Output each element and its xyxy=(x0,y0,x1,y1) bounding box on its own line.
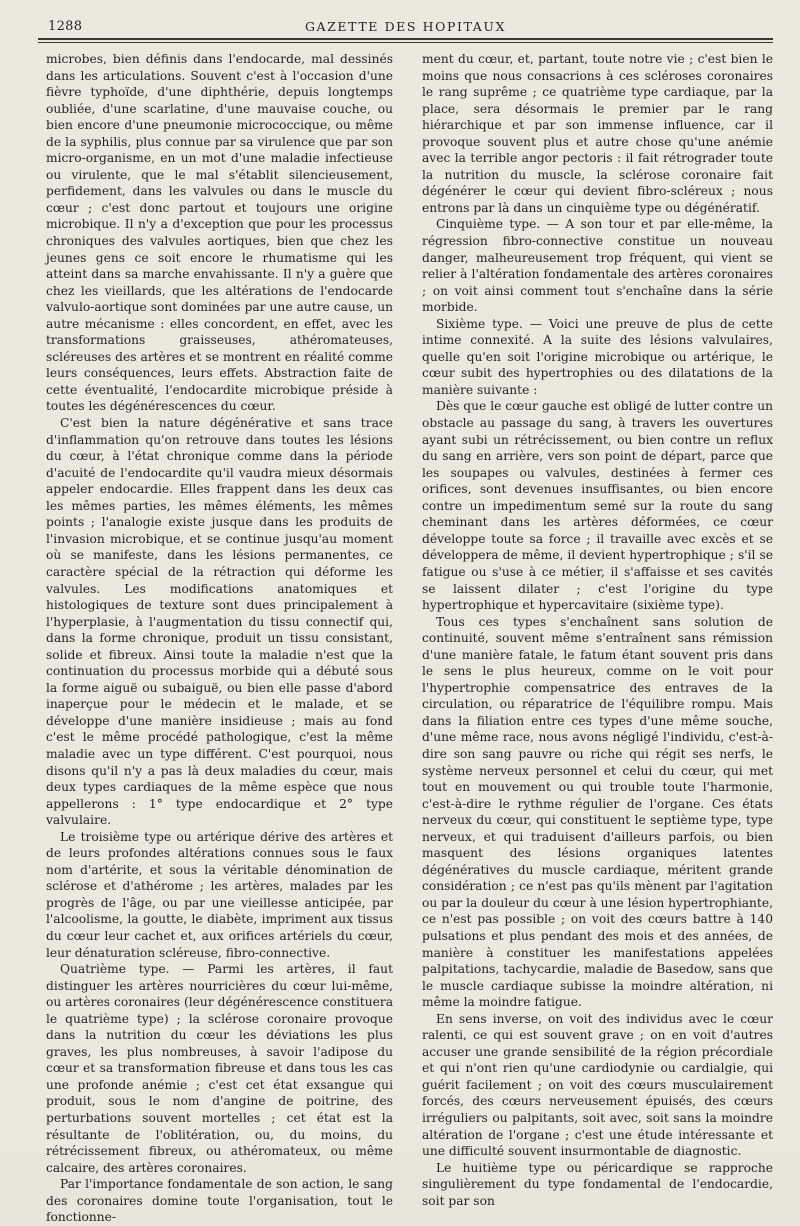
page-number: 1288 xyxy=(48,19,83,34)
paragraph: Le troisième type ou artérique dérive des artères et de leurs profondes altérations connues sous le faux nom d'artérite, et sous la véritable dénomination de sclérose et d'athérome ; les artères, malades par les progrès de l'âge, ou par une vieillesse anticipée, par l'alcoolisme, la goutte, le diabète, impriment aux tissus du cœur leur cachet et, aux orifices artériels du cœur, leur dénaturation scléreuse, fibro-connective. xyxy=(46,829,393,960)
paragraph: Tous ces types s'enchaînent sans solution de continuité, souvent même s'entraînent sans rémission d'une manière fatale, le fatum étant souvent pris dans le sens le plus heureux, comme on le voit pour l'hypertrophie compensatrice des entraves de la circulation, ou réparatrice de l'équilibre rompu. Mais dans la filiation entre ces types d'une même souche, d'une même race, nous avons négligé l'individu, c'est-à-dire son sang pauvre ou riche qui régit ses nerfs, le système nerveux personnel et celui du cœur, qui met tout en mouvement ou qui trouble toute l'harmonie, c'est-à-dire le rythme régulier de l'organe. Ces états nerveux du cœur, qui constituent le septième type, type nerveux, et qui traduisent d'ailleurs parfois, ou bien masquent des lésions organiques latentes dégénératives du muscle cardiaque, méritent grande considération ; ce n'est pas qu'ils mènent par l'agitation ou par la douleur du cœur à une lésion hypertrophiante, ce n'est pas possible ; on voit des cœurs battre à 140 pulsations et plus pendant des mois et des années, de manière à constituer les manifestations appelées palpitations, tachycardie, maladie de Basedow, sans que le muscle cardiaque subisse la moindre altération, ni même la moindre fatigue. xyxy=(422,614,773,1010)
page-header xyxy=(38,0,773,34)
header-rule-thin xyxy=(38,42,773,43)
paragraph: ment du cœur, et, partant, toute notre vie ; c'est bien le moins que nous consacrions à ces scléroses coronaires le rang suprême ; ce quatrième type cardiaque, par la place, sera désormais le premier par le rang hiérarchique et par son immense influence, car il provoque souvent plus et autre chose qu'une anémie avec la terrible angor pectoris : il fait rétrograder toute la nutrition du muscle, la sclérose coronaire fait dégénérer le cœur qui devient fibro-scléreux ; nous entrons par là dans un cinquième type ou dégénératif. xyxy=(422,52,773,215)
paragraph: Cinquième type. — A son tour et par elle-même, la régression fibro-connective constitue un nouveau danger, malheureusement trop fréquent, qui vient se relier à l'altération fondamentale des artères coronaires ; on voit ainsi comment tout s'enchaîne dans la série morbide. xyxy=(422,217,773,315)
paragraph: Sixième type. — Voici une preuve de plus de cette intime connexité. A la suite des lésions valvulaires, quelle qu'en soit l'origine microbique ou artérique, le cœur subit des hypertrophies ou des dilatations de la manière suivante : xyxy=(422,316,773,397)
paragraph: Dès que le cœur gauche est obligé de lutter contre un obstacle au passage du sang, à travers les ouvertures ayant subi un rétrécissement, ou bien contre un reflux du sang en arrière, vers son point de départ, parce que les soupapes ou valvules, destinées à fermer ces orifices, sont devenues insuffisantes, ou bien encore contre un impedimentum semé sur la route du sang cheminant dans les artères déformées, ce cœur développe toute sa force ; il travaille avec excès et se développera de même, il devient hypertrophique ; s'il se fatigue ou s'use à ce métier, il s'affaisse et ses cavités se laissent dilater ; c'est l'origine du type hypertrophique et hypercavitaire (sixième type). xyxy=(422,399,773,613)
paragraph: Quatrième type. — Parmi les artères, il faut distinguer les artères nourricières du cœur lui-même, ou artères coronaires (leur dégénérescence constituera le quatrième type) ; la sclérose coronaire provoque dans la nutrition du cœur les déviations les plus graves, les plus nombreuses, à savoir l'adipose du cœur et sa transformation fibreuse et dans tous les cas une profonde anémie ; c'est cet état exsangue qui produit, sous le nom d'angine de poitrine, des perturbations souvent mortelles ; cet état est la résultante de l'oblitération, ou, du moins, du rétrécissement fibreux, ou athéromateux, ou même calcaire, des artères coronaires. xyxy=(46,962,393,1175)
header-rule-thick xyxy=(38,38,773,40)
paragraph: Le huitième type ou péricardique se rapproche singulièrement du type fondamental de l'endocardie, soit par son xyxy=(422,1160,773,1208)
journal-title: GAZETTE DES HOPITAUX xyxy=(304,19,507,34)
paragraph: microbes, bien définis dans l'endocarde, mal dessinés dans les articulations. Souvent c'est à l'occasion d'une fièvre typhoïde, d'une diphthérie, depuis longtemps oubliée, d'une scarlatine, d'une mauvaise couche, ou bien encore d'une pneumonie micrococcique, ou même de la syphilis, plus connue par sa virulence que par son micro-organisme, en un mot d'une maladie infectieuse ou virulente, que le mal s'établit silencieusement, perfidement, dans les valvules ou dans le muscle du cœur ; c'est donc partout et toujours une origine microbique. Il n'y a d'exception que pour les processus chroniques des valvules aortiques, bien que chez les jeunes gens ce soit encore le rhumatisme qui les atteint dans sa marche envahissante. Il n'y a guère que chez les vieillards, que les altérations de l'endocarde valvulo-aortique sont dominées par une autre cause, un autre mécanisme : elles concordent, en effet, avec les transformations graisseuses, athéromateuses, scléreuses des artères et se montrent en réalité comme leurs conséquences, leurs effets. Abstraction faite de cette éventualité, l'endocardite microbique préside à toutes les dégénérescences du cœur. xyxy=(46,52,393,414)
paragraph: C'est bien la nature dégénérative et sans trace d'inflammation qu'on retrouve dans toutes les lésions du cœur, à l'état chronique comme dans la période d'acuité de l'endocardite qu'il vaudra mieux désormais appeler endocardie. Elles frappent dans les deux cas les mêmes parties, les mêmes éléments, les mêmes points ; l'analogie existe jusque dans les produits de l'invasion microbique, et se continue jusqu'au moment où se manifeste, dans les lésions permanentes, ce caractère spécial de la rétraction qui déforme les valvules. Les modifications anatomiques et histologiques de texture sont dues principalement à l'hyperplasie, à l'augmentation du tissu connectif qui, dans la forme chronique, produit un tissu consistant, solide et fibreux. Ainsi toute la maladie n'est que la continuation du processus morbide qui a débuté sous la forme aiguë ou subaiguë, ou bien elle passe d'abord inaperçue pour le médecin et le malade, et se développe d'une manière insidieuse ; mais au fond c'est le même procédé pathologique, c'est la même maladie avec un type différent. C'est pourquoi, nous disons qu'il n'y a pas là deux maladies du cœur, mais deux types cardiaques de la même espèce que nous appellerons : 1° type endocardique et 2° type valvulaire. xyxy=(46,416,393,828)
left-column xyxy=(38,51,393,1226)
right-column xyxy=(418,51,773,1226)
paragraph: En sens inverse, on voit des individus avec le cœur ralenti, ce qui est souvent grave ; on en voit d'autres accuser une grande sensibilité de la région précordiale et qui n'ont rien qu'une cardiodynie ou cardialgie, qui guérit facilement ; on voit des cœurs musculairement forcés, des cœurs nerveusement épuisés, des cœurs irréguliers ou palpitants, soit avec, soit sans la moindre altération de l'organe ; c'est une étude intéressante et une difficulté souvent insurmontable de diagnostic. xyxy=(422,1011,773,1159)
paragraph: Par l'importance fondamentale de son action, le sang des coronaires domine toute l'organisation, tout le fonctionne- xyxy=(46,1177,393,1225)
text-columns xyxy=(38,51,773,1226)
